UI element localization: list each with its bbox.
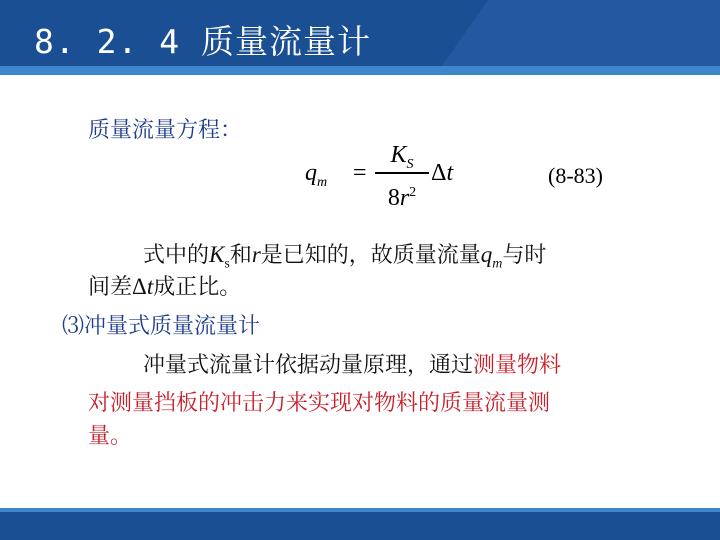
formula-denominator: $8r^2$ bbox=[387, 184, 417, 211]
equation-number: (8-83) bbox=[548, 163, 603, 188]
formula-numerator: $K_S$ bbox=[390, 142, 414, 172]
description-line-3: 量。 bbox=[88, 424, 133, 449]
explanation-line-2: 间差Δt成正比。 bbox=[88, 274, 242, 300]
formula-fraction bbox=[375, 138, 429, 212]
title-bar bbox=[0, 0, 720, 75]
formula-rhs: Δt bbox=[431, 160, 454, 186]
footer-stripe bbox=[0, 508, 720, 512]
section-heading bbox=[62, 312, 260, 342]
section-title: 冲量式质量流量计 bbox=[84, 314, 261, 339]
mass-flow-formula bbox=[305, 138, 475, 214]
formula-heading: 质量流量方程： bbox=[88, 118, 243, 143]
slide-title: 8. 2. 4 质量流量计 bbox=[34, 22, 371, 61]
explanation-line-1: 式中的$K_s$和r是已知的，故质量流量$q_m$与时 bbox=[143, 242, 547, 272]
description-line-1: 冲量式流量计依据动量原理，通过测量物料 bbox=[143, 353, 562, 378]
footer-bar bbox=[0, 508, 720, 540]
description-line-2: 对测量挡板的冲击力来实现对物料的质量流量测 bbox=[88, 391, 551, 416]
title-bar-decoration bbox=[425, 0, 720, 75]
title-bar-stripe bbox=[0, 66, 720, 75]
section-number: ⑶ bbox=[62, 314, 85, 339]
formula-equals: = bbox=[353, 160, 367, 186]
formula-lhs: $q_m$ bbox=[305, 160, 328, 190]
